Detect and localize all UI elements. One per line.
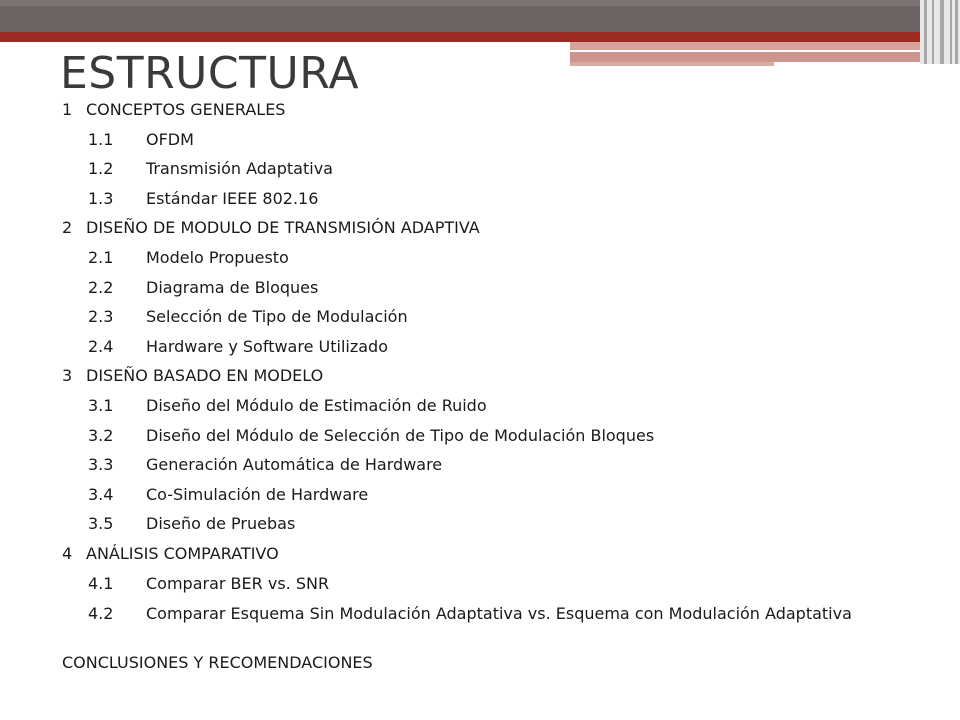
outline-number: 2.4	[88, 336, 114, 356]
pink-accent-band-lower	[570, 62, 774, 66]
outline-number: 4.1	[88, 573, 114, 593]
outline-text: Generación Automática de Hardware	[146, 455, 443, 475]
outline-number: 2	[62, 218, 73, 238]
corner-stripe	[955, 0, 958, 64]
outline-item	[62, 159, 902, 189]
outline-item	[62, 574, 902, 604]
corner-stripe	[950, 0, 952, 64]
outline-item	[62, 514, 902, 544]
corner-stripe	[940, 0, 944, 64]
outline-number: 3	[62, 366, 73, 386]
outline-item	[62, 189, 902, 219]
outline-item	[62, 366, 902, 396]
outline-item	[62, 544, 902, 574]
outline-item	[62, 426, 902, 456]
outline-number: 2.2	[88, 277, 114, 297]
outline-text: Estándar IEEE 802.16	[146, 188, 319, 208]
outline-list	[62, 100, 902, 673]
outline-item	[62, 396, 902, 426]
outline-text: DISEÑO BASADO EN MODELO	[86, 366, 324, 386]
outline-number: 3.2	[88, 425, 114, 445]
corner-stripe	[924, 0, 927, 64]
outline-number: 2.1	[88, 247, 114, 267]
outline-text: DISEÑO DE MODULO DE TRANSMISIÓN ADAPTIVA	[86, 218, 480, 238]
top-gray-highlight	[0, 0, 920, 6]
outline-number: 1.3	[88, 188, 114, 208]
outline-item	[62, 248, 902, 278]
outline-number: 4	[62, 543, 73, 563]
outline-item	[62, 603, 902, 653]
outline-text: Diseño del Módulo de Estimación de Ruido	[146, 395, 487, 415]
outline-text: Modelo Propuesto	[146, 247, 289, 267]
outline-number: 1	[62, 100, 73, 119]
outline-text: Transmisión Adaptativa	[146, 159, 333, 179]
outline-number: 1.1	[88, 129, 114, 149]
outline-text: Co-Simulación de Hardware	[146, 484, 369, 504]
outline-item	[62, 653, 902, 673]
outline-item	[62, 218, 902, 248]
outline-text: OFDM	[146, 129, 194, 149]
outline-item	[62, 130, 902, 160]
outline-item	[62, 278, 902, 308]
outline-number: 1.2	[88, 159, 114, 179]
outline-text: Hardware y Software Utilizado	[146, 336, 388, 356]
outline-number: 4.2	[88, 604, 114, 624]
outline-text: ANÁLISIS COMPARATIVO	[86, 543, 279, 563]
outline-number: 3.3	[88, 455, 114, 475]
outline-text: Comparar BER vs. SNR	[146, 573, 330, 593]
outline-number: 3.5	[88, 514, 114, 534]
outline-text: Diseño de Pruebas	[146, 514, 296, 534]
outline-text: CONCEPTOS GENERALES	[86, 100, 286, 119]
outline-item	[62, 455, 902, 485]
outline-item	[62, 100, 902, 130]
slide-title: ESTRUCTURA	[60, 48, 360, 99]
outline-text: Comparar Esquema Sin Modulación Adaptativa vs. Esquema con Modulación Adaptativa	[146, 604, 852, 624]
outline-item	[62, 307, 902, 337]
red-accent-band	[0, 32, 920, 42]
corner-stripe	[932, 0, 934, 64]
pink-accent-band-upper	[570, 42, 920, 50]
outline-text: Diagrama de Bloques	[146, 277, 319, 297]
outline-number: 3.1	[88, 395, 114, 415]
outline-number: 2.3	[88, 307, 114, 327]
pink-accent-band-middle	[570, 52, 920, 62]
outline-text: Selección de Tipo de Modulación	[146, 307, 408, 327]
outline-item	[62, 485, 902, 515]
outline-text: CONCLUSIONES Y RECOMENDACIONES	[62, 653, 373, 673]
outline-item	[62, 337, 902, 367]
corner-stripes	[920, 0, 960, 64]
outline-text: Diseño del Módulo de Selección de Tipo de Modulación Bloques	[146, 425, 655, 445]
outline-number: 3.4	[88, 484, 114, 504]
